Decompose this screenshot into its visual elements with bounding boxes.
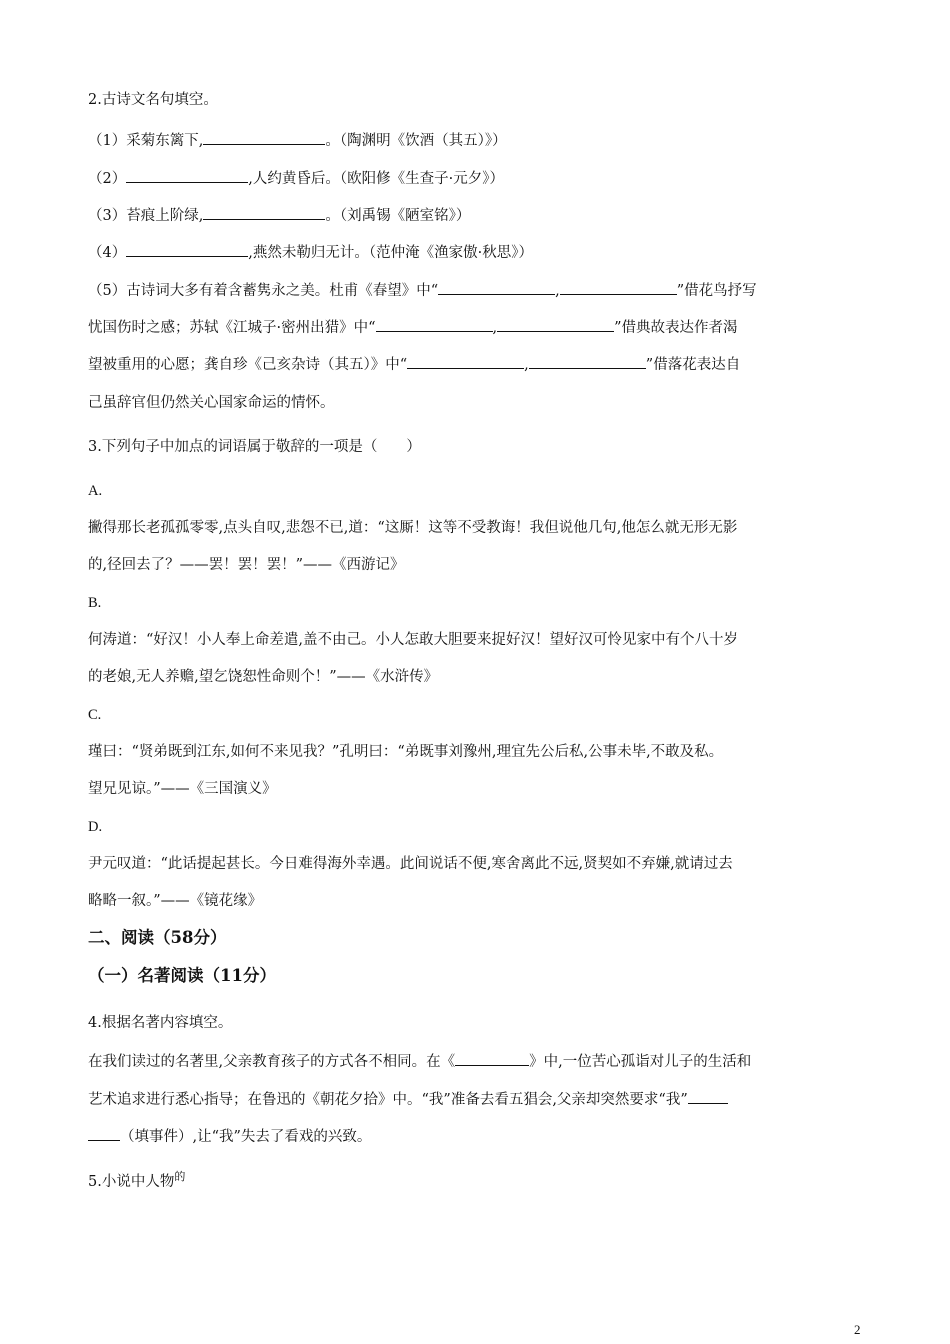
answer-blank[interactable]: [688, 1090, 728, 1104]
answer-blank[interactable]: [126, 243, 248, 257]
question-4-line-1: 在我们读过的名著里,父亲教育孩子的方式各不相同。在《 》中,一位苦心孤诣对儿子的生活和: [88, 1054, 752, 1070]
option-d-text-line-1: 尹元叹道：“此话提起甚长。今日难得海外幸遇。此间说话不便,寒舍离此不远,贤契如不弃嫌,就请过去: [88, 856, 733, 872]
question-2-item-4: （4） ,燕然未勒归无计。（范仲淹《渔家傲·秋思》）: [88, 245, 533, 261]
question-2-item-2: （2） ,人约黄昏后。（欧阳修《生查子·元夕》）: [88, 171, 504, 187]
page-number: 2: [854, 1322, 861, 1337]
option-d-text-line-2: 略略一叙。”——《镜花缘》: [88, 893, 263, 909]
question-3-title: 3.下列句子中加点的词语属于敬辞的一项是（ ）: [88, 439, 421, 455]
subsection-heading: （一）名著阅读（11分）: [88, 966, 276, 985]
answer-blank[interactable]: [529, 355, 646, 369]
answer-blank[interactable]: [455, 1052, 529, 1066]
option-a-text-line-1: 撇得那长老孤孤零零,点头自叹,悲怨不已,道：“这厮！这等不受教诲！我但说他几句,他怎么就无形无影: [88, 520, 738, 536]
answer-blank[interactable]: [376, 318, 493, 332]
option-b-text-line-2: 的老娘,无人养赡,望乞饶恕性命则个！”——《水浒传》: [88, 669, 439, 685]
option-c-text-line-2: 望兄见谅。”——《三国演义》: [88, 781, 277, 797]
question-2-item-5-line-2: 忧国伤时之感；苏轼《江城子·密州出猎》中“ , ”借典故表达作者渴: [88, 320, 738, 336]
question-2-item-5-line-3: 望被重用的心愿；龚自珍《己亥杂诗（其五）》中“ , ”借落花表达自: [88, 357, 741, 373]
answer-blank[interactable]: [203, 206, 325, 220]
answer-blank[interactable]: [497, 318, 614, 332]
question-4-line-2: 艺术追求进行悉心指导；在鲁迅的《朝花夕拾》中。“我”准备去看五猖会,父亲却突然要求“我”: [88, 1090, 728, 1110]
answer-blank[interactable]: [203, 131, 325, 145]
option-b-label[interactable]: B.: [88, 595, 102, 611]
answer-blank-continued[interactable]: [88, 1127, 120, 1141]
question-4-line-3: （填事件）,让“我”失去了看戏的兴致。: [88, 1127, 371, 1147]
question-2-item-5-line-1: （5）古诗词大多有着含蓄隽永之美。杜甫《春望》中“ , ”借花鸟抒写: [88, 283, 757, 299]
answer-blank[interactable]: [126, 169, 248, 183]
question-5-title: 5.小说中人物$^的$: [88, 1170, 186, 1190]
option-a-text-line-2: 的,径回去了？——罢！罢！罢！”——《西游记》: [88, 557, 405, 573]
question-2-item-1: （1）采菊东篱下, 。（陶渊明《饮酒（其五）》）: [88, 133, 507, 149]
question-4-title: 4.根据名著内容填空。: [88, 1015, 233, 1031]
option-b-text-line-1: 何涛道：“好汉！小人奉上命差遣,盖不由己。小人怎敢大胆要来捉好汉！望好汉可怜见家中有个八十岁: [88, 632, 739, 648]
option-c-label[interactable]: C.: [88, 707, 102, 723]
question-2-title: 2.古诗文名句填空。: [88, 92, 218, 108]
section-heading: 二、阅读（58分）: [88, 928, 227, 947]
answer-blank[interactable]: [438, 281, 555, 295]
question-2-item-3: （3）苔痕上阶绿, 。（刘禹锡《陋室铭》）: [88, 208, 471, 224]
option-d-label[interactable]: D.: [88, 819, 103, 835]
option-c-text-line-1: 瑾曰：“贤弟既到江东,如何不来见我？”孔明曰：“弟既事刘豫州,理宜先公后私,公事未毕,不敢及私。: [88, 744, 724, 760]
option-a-label[interactable]: A.: [88, 483, 103, 499]
question-2-item-5-line-4: 己虽辞官但仍然关心国家命运的情怀。: [88, 395, 335, 411]
answer-blank[interactable]: [407, 355, 524, 369]
answer-blank[interactable]: [560, 281, 677, 295]
